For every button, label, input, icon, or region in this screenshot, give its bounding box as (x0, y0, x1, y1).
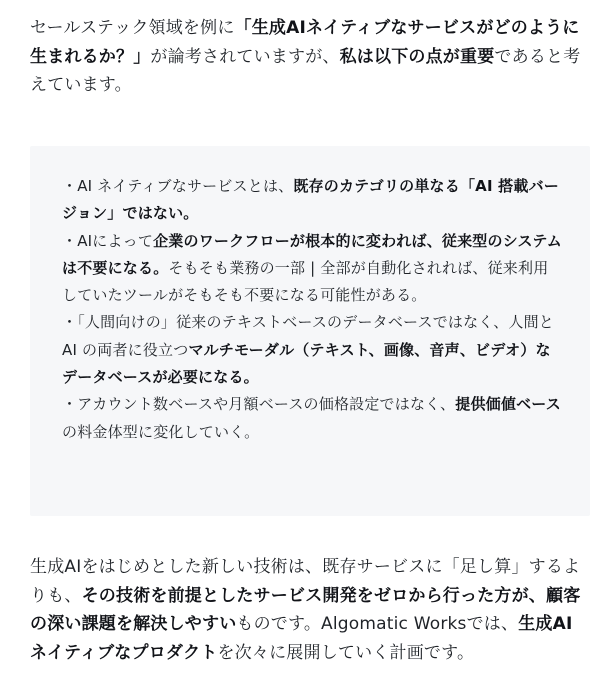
intro-paragraph (30, 14, 588, 100)
bullet-4-text: ・アカウント数ベースや月額ベースの価格設定ではなく、 (62, 395, 456, 414)
bullet-2-bold: 企業のワークフローが根本的に変われば、従来型のシステムは不要になる。 (62, 231, 562, 277)
intro-bold-important: 私は以下の点が重要 (339, 46, 495, 67)
outro-text-2: ものです。Algomatic Worksでは、 (236, 614, 519, 634)
bullet-3-text: ・「人間向けの」従来のテキストベースのデータベースではなく、人間と AI の両者に役立つ (62, 313, 555, 359)
bullet-3-bold: マルチモーダル（テキスト、画像、音声、ビデオ）なデータベースが必要になる。 (62, 340, 551, 387)
bullet-1-text: ・AI ネイティブなサービスとは、 (62, 177, 294, 195)
quote-bullet-2 (62, 228, 562, 310)
quote-bullet-1 (62, 173, 562, 228)
intro-text-2: が論考されていますが、 (150, 46, 340, 67)
quote-bullet-4 (62, 391, 562, 446)
bullet-2-text-2: そもそも業務の一部 | 全部が自動化されれば、従来利用していたツールがそもそも不要になる可能性がある。 (62, 258, 549, 305)
quote-bullet-3 (62, 309, 562, 391)
outro-bold-2: 生成AIネイティブなプロダクト (30, 614, 573, 663)
bullet-1-bold: 既存のカテゴリの単なる「AI 搭載バージョン」ではない。 (62, 177, 559, 223)
outro-text-3: を次々に展開していく計画です。 (217, 642, 475, 663)
intro-text-1: セールステック領域を例に (30, 18, 235, 38)
outro-text-1: 生成AIをはじめとした新しい技術は、既存サービスに「足し算」するよりも、 (30, 557, 581, 606)
bullet-2-text: ・AIによって (62, 231, 154, 250)
quote-content (62, 173, 562, 446)
intro-text-3: であると考えています。 (30, 46, 581, 95)
outro-bold-1: その技術を前提としたサービス開発をゼロから行った方が、顧客の深い課題を解決しやすい (30, 585, 581, 634)
bullet-4-bold: 提供価値ベース (455, 395, 561, 414)
bullet-4-text-2: の料金体型に変化していく。 (62, 422, 260, 441)
outro-paragraph (30, 553, 588, 667)
intro-bold-question: 「生成AIネイティブなサービスがどのように生まれるか？」 (30, 18, 580, 67)
quote-box (30, 146, 590, 516)
